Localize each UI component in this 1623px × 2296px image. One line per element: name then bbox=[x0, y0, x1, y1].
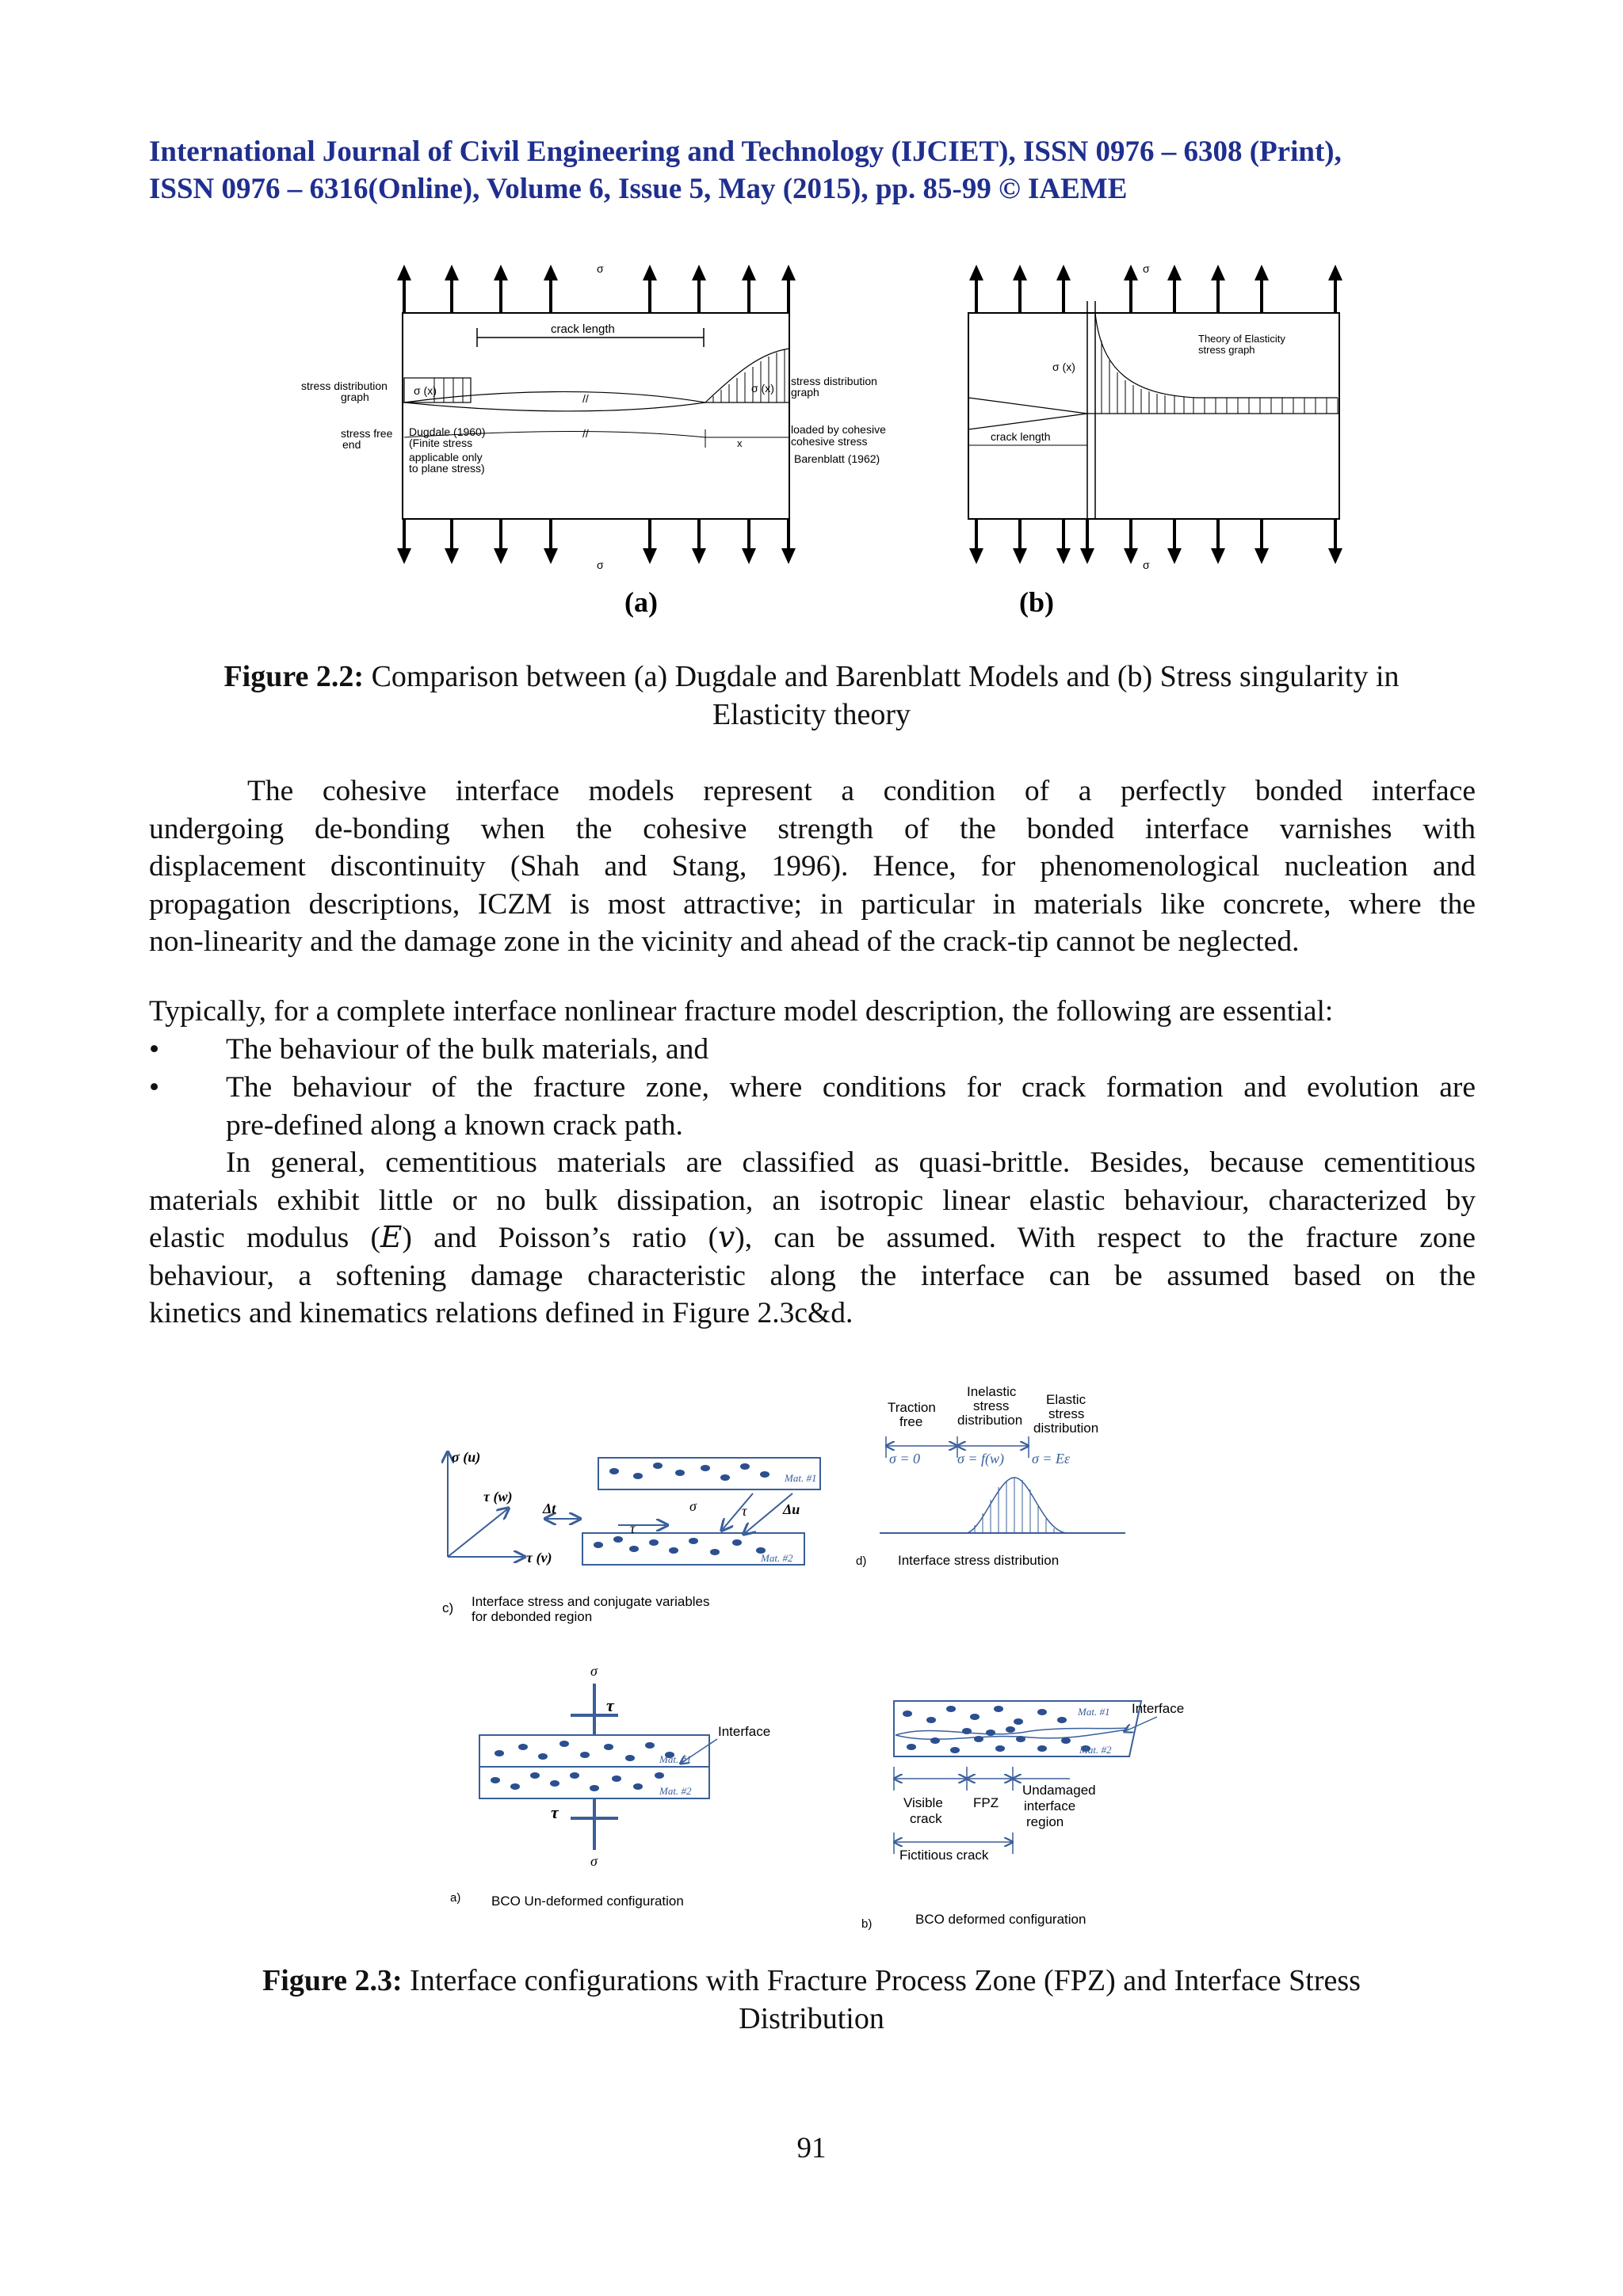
figure-2-2 bbox=[293, 254, 1347, 626]
visible-1: Visible bbox=[903, 1795, 943, 1810]
barenblatt: Barenblatt (1962) bbox=[794, 452, 880, 465]
figure-2-2-panel-a bbox=[301, 262, 886, 618]
delta-u: Δu bbox=[783, 1501, 800, 1517]
sigma-bottom-a: σ bbox=[597, 559, 604, 571]
figure-2-2-caption-label: Figure 2.2: bbox=[223, 660, 365, 693]
dugdale-4: to plane stress) bbox=[409, 462, 485, 475]
crack-length-label-a: crack length bbox=[551, 322, 615, 336]
elastic-2: stress bbox=[1048, 1406, 1085, 1421]
visible-2: crack bbox=[910, 1811, 942, 1826]
sigma-top-a: σ bbox=[597, 262, 604, 275]
tau-c-left: τ bbox=[630, 1520, 636, 1536]
journal-header bbox=[149, 133, 1496, 208]
figure-2-3 bbox=[428, 1375, 1252, 1945]
bullet-item bbox=[149, 1069, 1476, 1145]
bullet-text: The behaviour of the fracture zone, where conditions for crack formation and evolution are bbox=[226, 1071, 1476, 1104]
svg-text://: // bbox=[582, 392, 589, 405]
inelastic-1: Inelastic bbox=[967, 1384, 1017, 1399]
header-line-1: International Journal of Civil Engineering and Technology (IJCIET), ISSN 0976 – 6308 (Print), bbox=[149, 135, 1342, 168]
figure-2-3-panel-b bbox=[861, 1701, 1184, 1931]
mat1-b3: Mat. #1 bbox=[1078, 1706, 1110, 1718]
sigma-top-b: σ bbox=[1143, 262, 1150, 275]
figure-2-3-caption-line2: Distribution bbox=[739, 2002, 884, 2035]
para3-line: materials exhibit little or no bulk dissipation, an isotropic linear elastic behaviour, characterized by bbox=[149, 1184, 1476, 1217]
theory-1: Theory of Elasticity bbox=[1198, 333, 1285, 345]
caption-b3: BCO deformed configuration bbox=[915, 1912, 1086, 1927]
sigma-bottom-a3: σ bbox=[590, 1853, 598, 1869]
header-line-2: ISSN 0976 – 6316(Online), Volume 6, Issue 5, May (2015), pp. 85-99 © IAEME bbox=[149, 173, 1128, 205]
tau-bottom-a3: τ bbox=[551, 1802, 559, 1822]
figure-2-2-caption-line1: Comparison between (a) Dugdale and Barenblatt Models and (b) Stress singularity in bbox=[364, 660, 1400, 693]
para3-line: kinetics and kinematics relations defined in Figure 2.3c&d. bbox=[149, 1297, 854, 1329]
paragraph-cementitious bbox=[149, 1144, 1476, 1333]
traction-1: Traction bbox=[888, 1400, 936, 1415]
fpz-label: FPZ bbox=[973, 1795, 999, 1810]
caption-c-1: Interface stress and conjugate variables bbox=[472, 1594, 710, 1609]
paragraph-cohesive-models bbox=[149, 772, 1476, 961]
para1-line: non-linearity and the damage zone in the vicinity and ahead of the crack-tip cannot be neglected. bbox=[149, 925, 1300, 958]
tau-top-a3: τ bbox=[606, 1695, 614, 1715]
figure-2-3-caption-label: Figure 2.3: bbox=[262, 1964, 403, 1997]
para3-line: In general, cementitious materials are classified as quasi-brittle. Besides, because cementitious bbox=[226, 1146, 1476, 1179]
caption-a3: BCO Un-deformed configuration bbox=[491, 1894, 684, 1909]
panel-b-label: (b) bbox=[1019, 586, 1054, 618]
figure-2-3-panel-d bbox=[856, 1384, 1125, 1568]
caption-d: Interface stress distribution bbox=[898, 1553, 1060, 1568]
panel-a-label: (a) bbox=[624, 586, 658, 618]
loaded-1: loaded by cohesive bbox=[791, 423, 886, 436]
inelastic-3: distribution bbox=[957, 1413, 1023, 1428]
tau-c-right: τ bbox=[742, 1503, 747, 1519]
para1-line: undergoing de-bonding when the cohesive strength of the bonded interface varnishes with bbox=[149, 812, 1476, 845]
x-label: x bbox=[737, 437, 743, 449]
para1-line: displacement discontinuity (Shah and Stang, 1996). Hence, for phenomenological nucleation and bbox=[149, 850, 1476, 883]
mat2-a3: Mat. #2 bbox=[659, 1785, 692, 1797]
figure-2-2-panel-b bbox=[968, 262, 1342, 618]
sigma-fw: σ = f(w) bbox=[957, 1451, 1005, 1466]
caption-c-2: for debonded region bbox=[472, 1609, 593, 1624]
figure-2-2-caption bbox=[158, 658, 1465, 734]
dugdale-1: Dugdale (1960) bbox=[409, 425, 486, 438]
elastic-3: distribution bbox=[1033, 1421, 1099, 1436]
para2-intro: Typically, for a complete interface nonlinear fracture model description, the following are essential: bbox=[149, 995, 1334, 1028]
para1-line: The cohesive interface models represent a condition of a perfectly bonded interface bbox=[247, 775, 1476, 807]
mat2-b3: Mat. #2 bbox=[1079, 1744, 1112, 1756]
letter-d: d) bbox=[856, 1554, 867, 1568]
fictitious-crack: Fictitious crack bbox=[899, 1848, 989, 1863]
figure-2-3-caption-line1: Interface configurations with Fracture Process Zone (FPZ) and Interface Stress bbox=[402, 1964, 1361, 1997]
stress-dist-right-2: graph bbox=[791, 386, 819, 399]
svg-text://: // bbox=[582, 427, 589, 440]
tau-w: τ (w) bbox=[483, 1489, 513, 1505]
stress-dist-left-2: graph bbox=[341, 391, 369, 403]
stress-free-2: end bbox=[342, 438, 361, 451]
figure-2-2-caption-line2: Elasticity theory bbox=[712, 698, 911, 731]
bullet-dot: • bbox=[149, 1033, 160, 1066]
bullet-text: pre-defined along a known crack path. bbox=[226, 1108, 683, 1142]
interface-b3: Interface bbox=[1132, 1701, 1185, 1716]
elastic-1: Elastic bbox=[1046, 1392, 1086, 1407]
crack-length-label-b: crack length bbox=[991, 430, 1051, 443]
para3-line: behaviour, a softening damage characteristic along the interface can be assumed based on the bbox=[149, 1259, 1476, 1292]
stress-free-1: stress free bbox=[341, 427, 393, 440]
para1-line: propagation descriptions, ICZM is most attractive; in particular in materials like concrete, where the bbox=[149, 887, 1476, 921]
bullet-text: The behaviour of the bulk materials, and bbox=[226, 1033, 709, 1066]
figure-2-3-panel-a bbox=[450, 1663, 770, 1909]
interface-a3: Interface bbox=[718, 1724, 771, 1739]
letter-b3: b) bbox=[861, 1917, 873, 1931]
sigma-bottom-b: σ bbox=[1143, 559, 1150, 571]
bullet-text-block bbox=[226, 1069, 1476, 1144]
stress-dist-right-1: stress distribution bbox=[791, 375, 877, 387]
theory-2: stress graph bbox=[1198, 344, 1255, 356]
mat1-c: Mat. #1 bbox=[785, 1472, 817, 1484]
dugdale-3: applicable only bbox=[409, 451, 483, 463]
sigma-c: σ bbox=[689, 1498, 697, 1514]
sigma-top-a3: σ bbox=[590, 1663, 598, 1679]
letter-a3: a) bbox=[450, 1891, 461, 1905]
bullet-item bbox=[149, 1031, 1476, 1069]
inelastic-2: stress bbox=[973, 1398, 1010, 1413]
bullet-dot: • bbox=[149, 1071, 160, 1104]
dugdale-2: (Finite stress bbox=[409, 437, 473, 449]
stress-dist-left-1: stress distribution bbox=[301, 379, 388, 392]
mat1-a3: Mat. #1 bbox=[659, 1753, 692, 1765]
undamaged-1: Undamaged bbox=[1022, 1783, 1096, 1798]
undamaged-3: region bbox=[1026, 1814, 1064, 1829]
para3-line: elastic modulus (𝐸) and Poisson’s ratio (𝑣), can be assumed. With respect to the fracture zone bbox=[149, 1222, 1476, 1254]
sigma-zero: σ = 0 bbox=[889, 1451, 921, 1466]
sigma-x-left: σ (x) bbox=[414, 384, 437, 397]
tau-v: τ (v) bbox=[526, 1550, 552, 1566]
mat2-c: Mat. #2 bbox=[761, 1552, 793, 1564]
letter-c: c) bbox=[442, 1600, 454, 1615]
figure-2-3-caption bbox=[158, 1962, 1465, 2038]
page-number: 91 bbox=[796, 2132, 827, 2164]
traction-2: free bbox=[899, 1414, 923, 1429]
paragraph-essentials-intro bbox=[149, 993, 1476, 1031]
loaded-2: cohesive stress bbox=[791, 435, 868, 448]
undamaged-2: interface bbox=[1024, 1798, 1076, 1814]
figure-2-3-panel-c bbox=[442, 1449, 820, 1624]
sigma-x-right: σ (x) bbox=[751, 382, 774, 395]
sigma-ee: σ = Eε bbox=[1032, 1451, 1071, 1466]
sigma-u: σ (u) bbox=[452, 1449, 481, 1465]
delta-t: Δt bbox=[543, 1501, 556, 1516]
sigma-x-b: σ (x) bbox=[1052, 360, 1075, 373]
